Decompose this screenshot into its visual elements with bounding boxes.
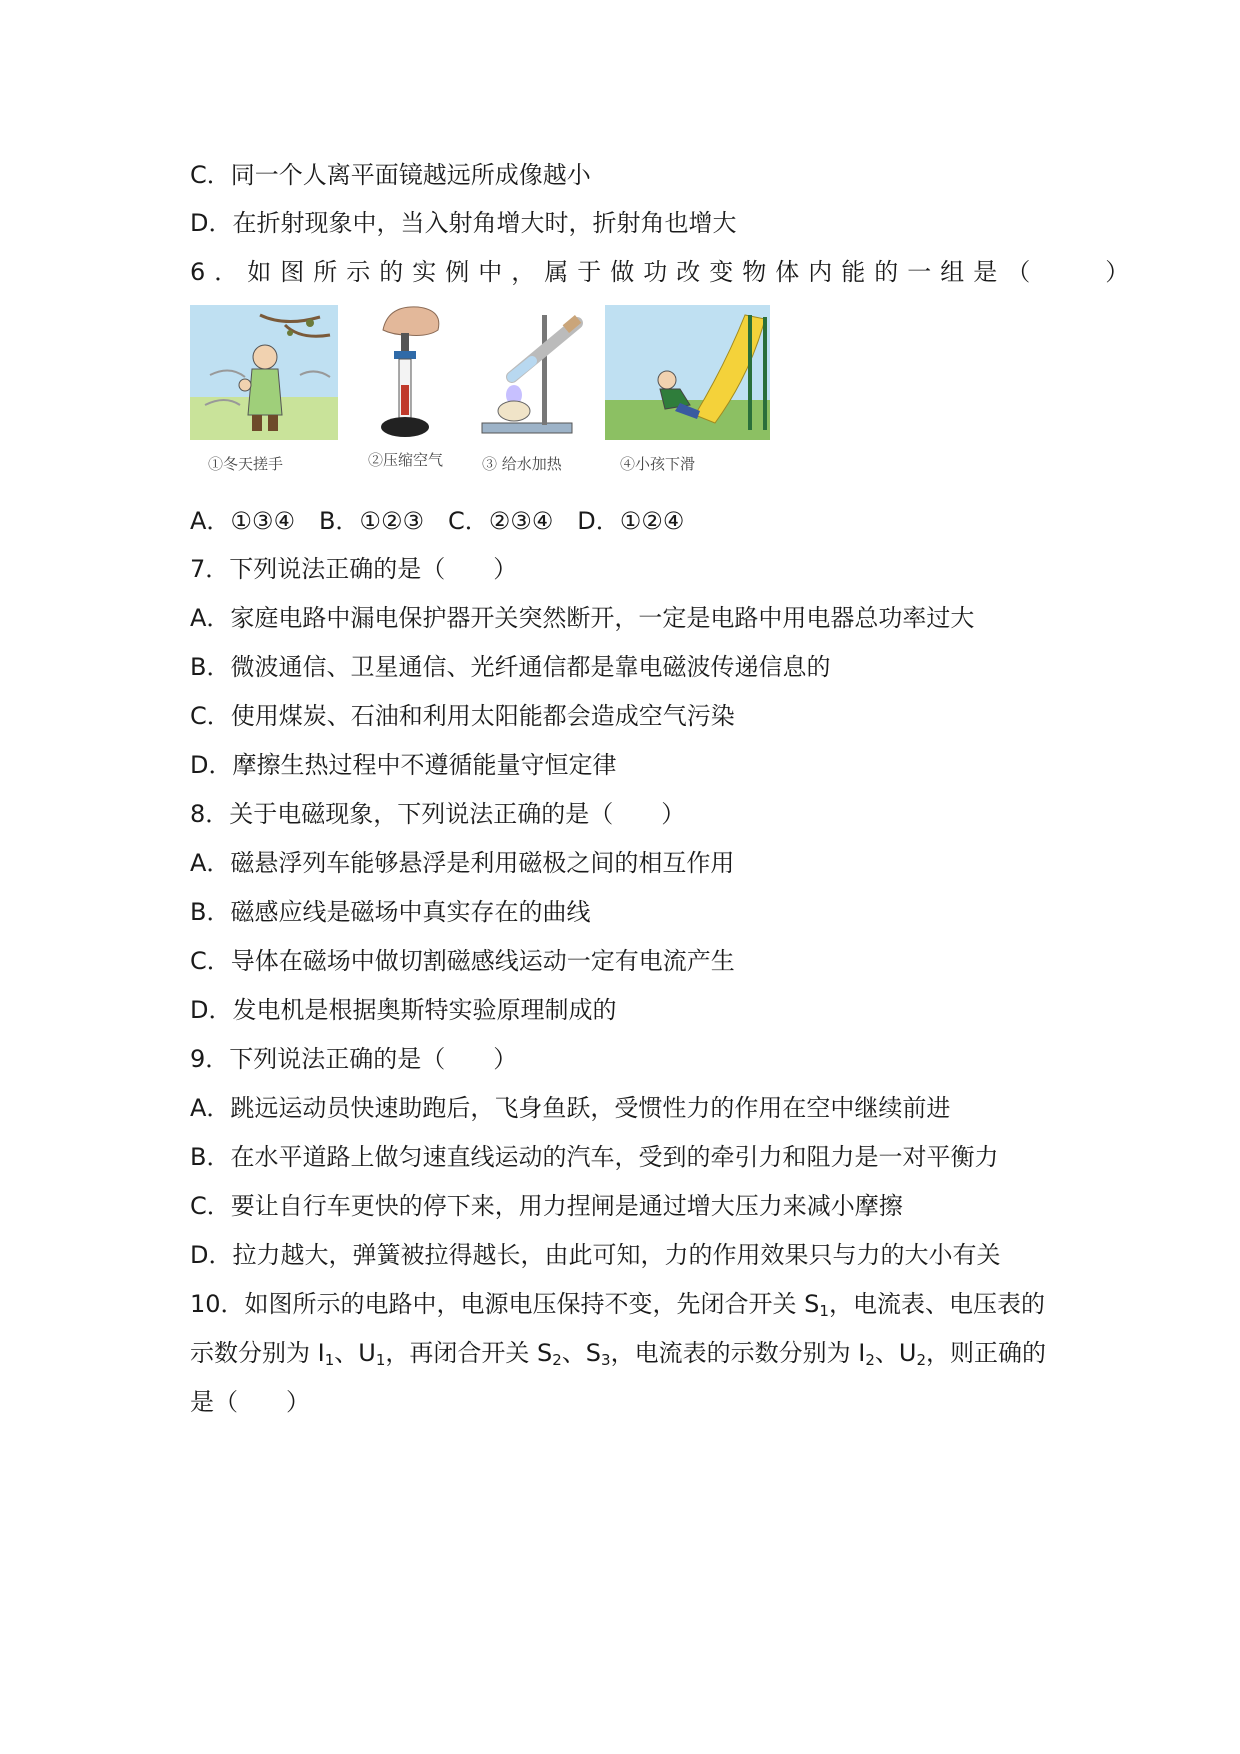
q8-option-a: A．磁悬浮列车能够悬浮是利用磁极之间的相互作用 [190, 849, 735, 877]
q9-option-a: A．跳远运动员快速助跑后，飞身鱼跃，受惯性力的作用在空中继续前进 [190, 1094, 951, 1122]
figure-heating-water [472, 305, 592, 443]
figure-2-caption: ②压缩空气 [368, 451, 444, 469]
q7-option-a: A．家庭电路中漏电保护器开关突然断开，一定是电路中用电器总功率过大 [190, 604, 975, 632]
q8-stem: 8．关于电磁现象，下列说法正确的是（ ） [190, 800, 686, 828]
figure-compressing-air [358, 305, 453, 445]
q6-stem: 6．如图所示的实例中，属于做功改变物体内能的一组是（ ） [190, 258, 1139, 286]
figure-child-sliding [605, 305, 770, 440]
q10-stem-line-3: 是（ ） [190, 1388, 310, 1416]
q9-option-d: D．拉力越大，弹簧被拉得越长，由此可知，力的作用效果只与力的大小有关 [190, 1241, 1001, 1269]
q7-stem: 7．下列说法正确的是（ ） [190, 555, 518, 583]
figure-4-caption: ④小孩下滑 [620, 455, 696, 473]
q7-option-d: D．摩擦生热过程中不遵循能量守恒定律 [190, 751, 617, 779]
q6-options: A．①③④ B．①②③ C．②③④ D．①②④ [190, 507, 685, 535]
figure-1-caption: ①冬天搓手 [208, 455, 284, 473]
q8-option-c: C．导体在磁场中做切割磁感线运动一定有电流产生 [190, 947, 735, 975]
q7-option-c: C．使用煤炭、石油和利用太阳能都会造成空气污染 [190, 702, 735, 730]
q9-option-b: B．在水平道路上做匀速直线运动的汽车，受到的牵引力和阻力是一对平衡力 [190, 1143, 999, 1171]
q9-option-c: C．要让自行车更快的停下来，用力捏闸是通过增大压力来减小摩擦 [190, 1192, 903, 1220]
q10-stem-line-2: 示数分别为 $I_1$、$U_1$，再闭合开关 $S_2$、$S_3$，电流表的示数分别为 $I_2$、$U_2$，则正确的 [190, 1339, 1046, 1369]
figure-rubbing-hands [190, 305, 338, 440]
figure-3-caption: ③ 给水加热 [482, 455, 562, 473]
q9-stem: 9．下列说法正确的是（ ） [190, 1045, 518, 1073]
q5-option-c: C．同一个人离平面镜越远所成像越小 [190, 161, 591, 189]
q7-option-b: B．微波通信、卫星通信、光纤通信都是靠电磁波传递信息的 [190, 653, 831, 681]
q8-option-b: B．磁感应线是磁场中真实存在的曲线 [190, 898, 591, 926]
q8-option-d: D．发电机是根据奥斯特实验原理制成的 [190, 996, 617, 1024]
q10-stem-line-1: 10．如图所示的电路中，电源电压保持不变，先闭合开关 $S_1$，电流表、电压表的 [190, 1290, 1045, 1320]
q6-figures [190, 305, 840, 485]
q5-option-d: D．在折射现象中，当入射角增大时，折射角也增大 [190, 209, 737, 237]
